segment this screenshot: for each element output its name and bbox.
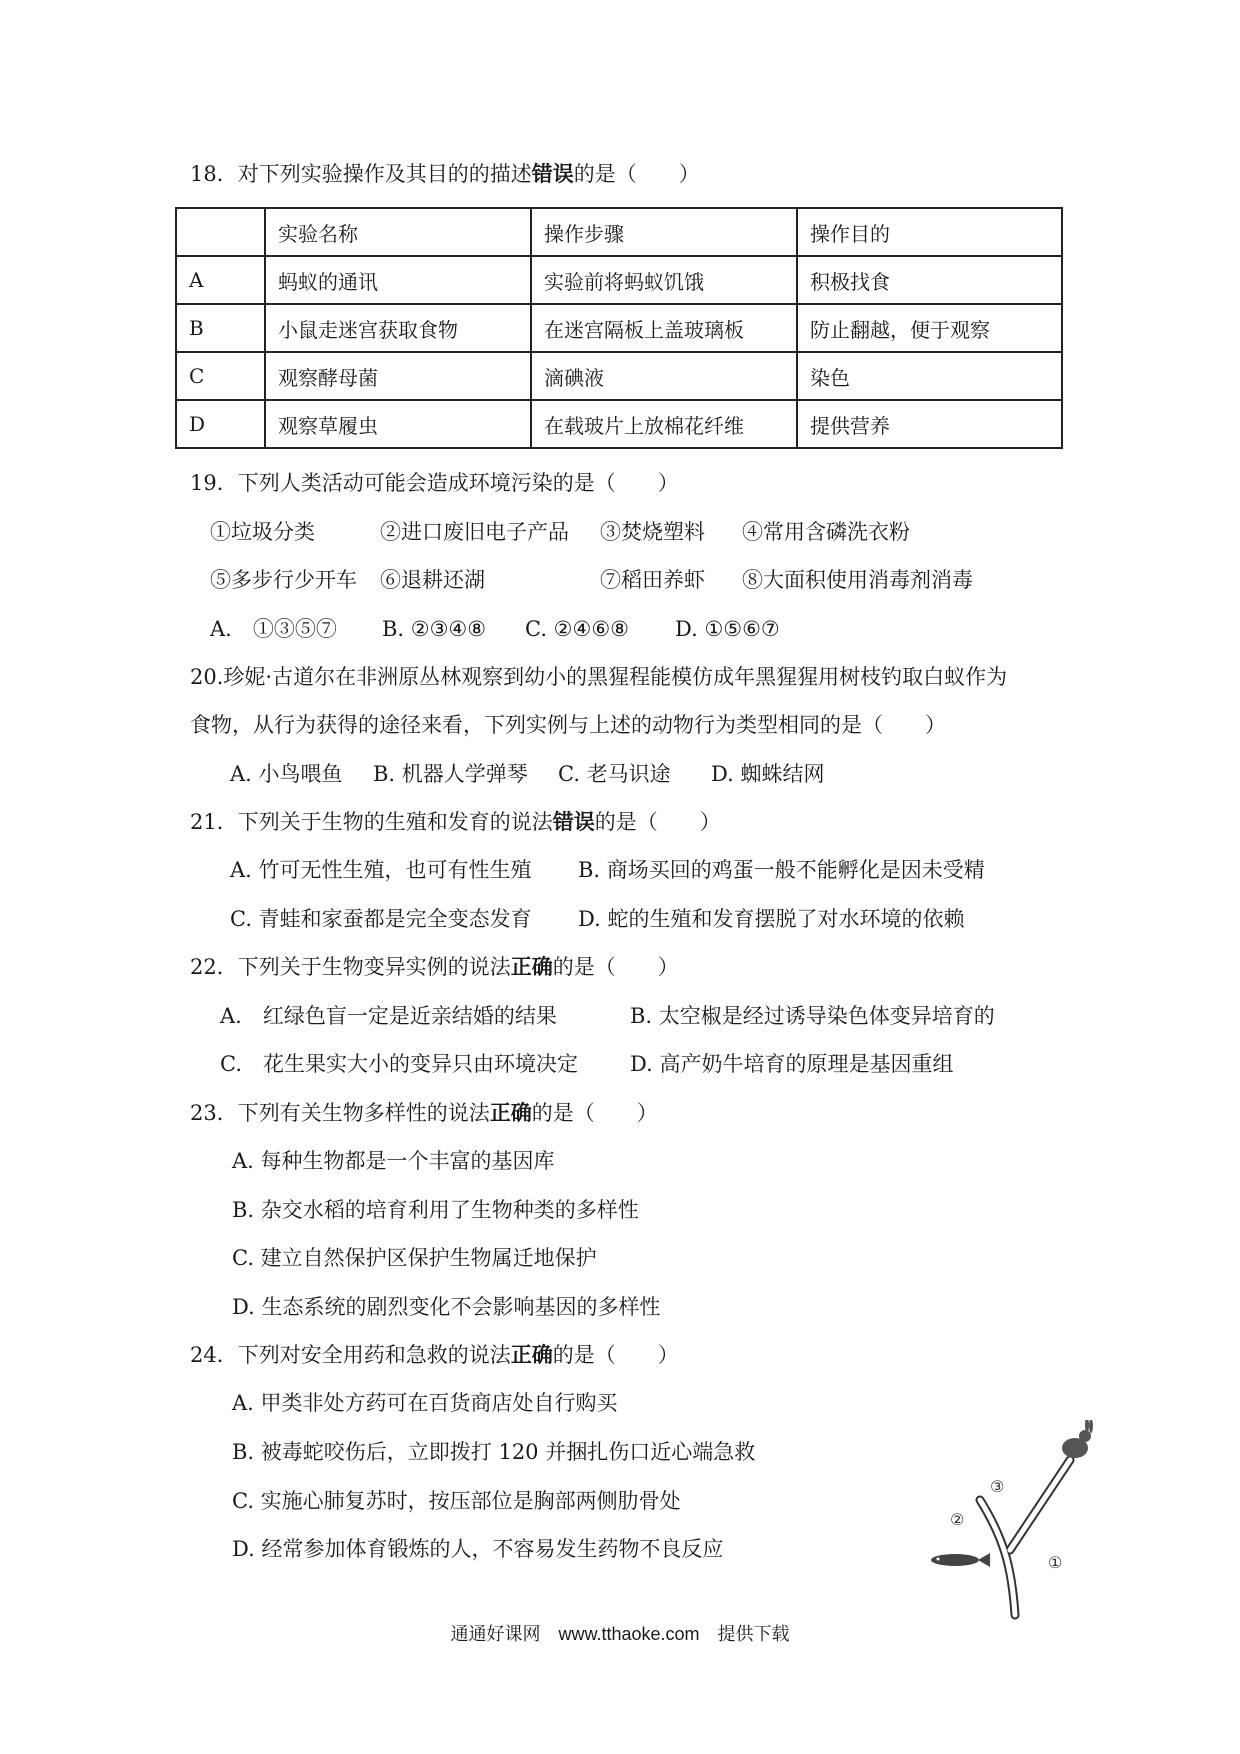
table-header-cell: 实验名称 xyxy=(265,208,531,256)
figure-label-1: ① xyxy=(1048,1553,1063,1572)
q18-stem: 18．对下列实验操作及其目的的描述错误的是（ ） xyxy=(190,161,700,186)
q22-options-cd: C. 花生果实大小的变异只由环境决定 D. 高产奶牛培育的原理是基因重组 xyxy=(220,1052,954,1076)
table-cell: 提供营养 xyxy=(797,400,1062,448)
q24-stem: 24．下列对安全用药和急救的说法正确的是（ ） xyxy=(190,1342,679,1367)
table-cell: 观察酵母菌 xyxy=(265,352,531,400)
figure-label-2: ② xyxy=(950,1510,965,1529)
rabbit-icon xyxy=(1062,1420,1093,1458)
table-row xyxy=(176,352,1062,400)
q22-options-ab: A. 红绿色盲一定是近亲结婚的结果 B. 太空椒是经过诱导染色体变异培育的 xyxy=(220,1004,995,1028)
q23-stem: 23．下列有关生物多样性的说法正确的是（ ） xyxy=(190,1100,658,1125)
q18-table xyxy=(175,207,1063,449)
table-cell: 在载玻片上放棉花纤维 xyxy=(531,400,797,448)
q22-stem: 22．下列关于生物变异实例的说法正确的是（ ） xyxy=(190,954,679,979)
q21-options-cd: C. 青蛙和家蚕都是完全变态发育 D. 蛇的生殖和发育摆脱了对水环境的依赖 xyxy=(230,907,965,931)
table-cell: 防止翻越，便于观察 xyxy=(797,304,1062,352)
q19-items-row1: ①垃圾分类 ②进口废旧电子产品 ③焚烧塑料 ④常用含磷洗衣粉 xyxy=(210,520,910,544)
q20-stem-line1: 20.珍妮·古道尔在非洲原丛林观察到幼小的黑猩程能模仿成年黑猩猩用树枝钓取白蚁作为 xyxy=(190,665,1008,689)
q24-option-a: A. 甲类非处方药可在百货商店处自行购买 xyxy=(232,1391,618,1415)
table-row xyxy=(176,304,1062,352)
table-cell: 积极找食 xyxy=(797,256,1062,304)
table-header-cell: 操作目的 xyxy=(797,208,1062,256)
q21-options-ab: A. 竹可无性生殖，也可有性生殖 B. 商场买回的鸡蛋一般不能孵化是因未受精 xyxy=(230,858,985,882)
q19-items-row2: ⑤多步行少开车 ⑥退耕还湖 ⑦稻田养虾 ⑧大面积使用消毒剂消毒 xyxy=(210,568,973,592)
table-cell: 在迷宫隔板上盖玻璃板 xyxy=(531,304,797,352)
q19-stem: 19．下列人类活动可能会造成环境污染的是（ ） xyxy=(190,471,679,495)
q23-option-c: C. 建立自然保护区保护生物属迁地保护 xyxy=(232,1246,597,1270)
table-cell: 观察草履虫 xyxy=(265,400,531,448)
q21-stem: 21．下列关于生物的生殖和发育的说法错误的是（ ） xyxy=(190,809,721,834)
table-row xyxy=(176,400,1062,448)
q23-option-d: D. 生态系统的剧烈变化不会影响基因的多样性 xyxy=(232,1295,661,1319)
table-cell: 实验前将蚂蚁饥饿 xyxy=(531,256,797,304)
q24-option-b: B. 被毒蛇咬伤后，立即拨打 120 并捆扎伤口近心端急救 xyxy=(232,1440,756,1464)
table-cell: A xyxy=(176,256,265,304)
figure-label-3: ③ xyxy=(990,1477,1005,1496)
table-cell: B xyxy=(176,304,265,352)
table-row xyxy=(176,256,1062,304)
table-cell: D xyxy=(176,400,265,448)
table-cell: 滴碘液 xyxy=(531,352,797,400)
classification-tree-figure xyxy=(920,1420,1120,1620)
table-cell: 小鼠走迷宫获取食物 xyxy=(265,304,531,352)
table-header-row xyxy=(176,208,1062,256)
footer-source: 通通好课网 www.tthaoke.com 提供下载 xyxy=(450,1624,790,1644)
table-cell: 染色 xyxy=(797,352,1062,400)
q20-stem-line2: 食物，从行为获得的途径来看，下列实例与上述的动物行为类型相同的是（ ） xyxy=(190,713,946,737)
q23-option-a: A. 每种生物都是一个丰富的基因库 xyxy=(232,1149,555,1173)
fish-icon xyxy=(931,1553,990,1567)
table-cell: C xyxy=(176,352,265,400)
table-header-cell xyxy=(176,208,265,256)
q20-options: A. 小鸟喂鱼 B. 机器人学弹琴 C. 老马识途 D. 蜘蛛结网 xyxy=(230,762,825,786)
table-cell: 蚂蚁的通讯 xyxy=(265,256,531,304)
q23-option-b: B. 杂交水稻的培育利用了生物种类的多样性 xyxy=(232,1198,639,1222)
q24-option-d: D. 经常参加体育锻炼的人，不容易发生药物不良反应 xyxy=(232,1537,724,1561)
q24-option-c: C. 实施心肺复苏时，按压部位是胸部两侧肋骨处 xyxy=(232,1489,681,1513)
table-header-cell: 操作步骤 xyxy=(531,208,797,256)
q19-options: A. ①③⑤⑦ B. ②③④⑧ C. ②④⑥⑧ D. ①⑤⑥⑦ xyxy=(210,617,780,641)
